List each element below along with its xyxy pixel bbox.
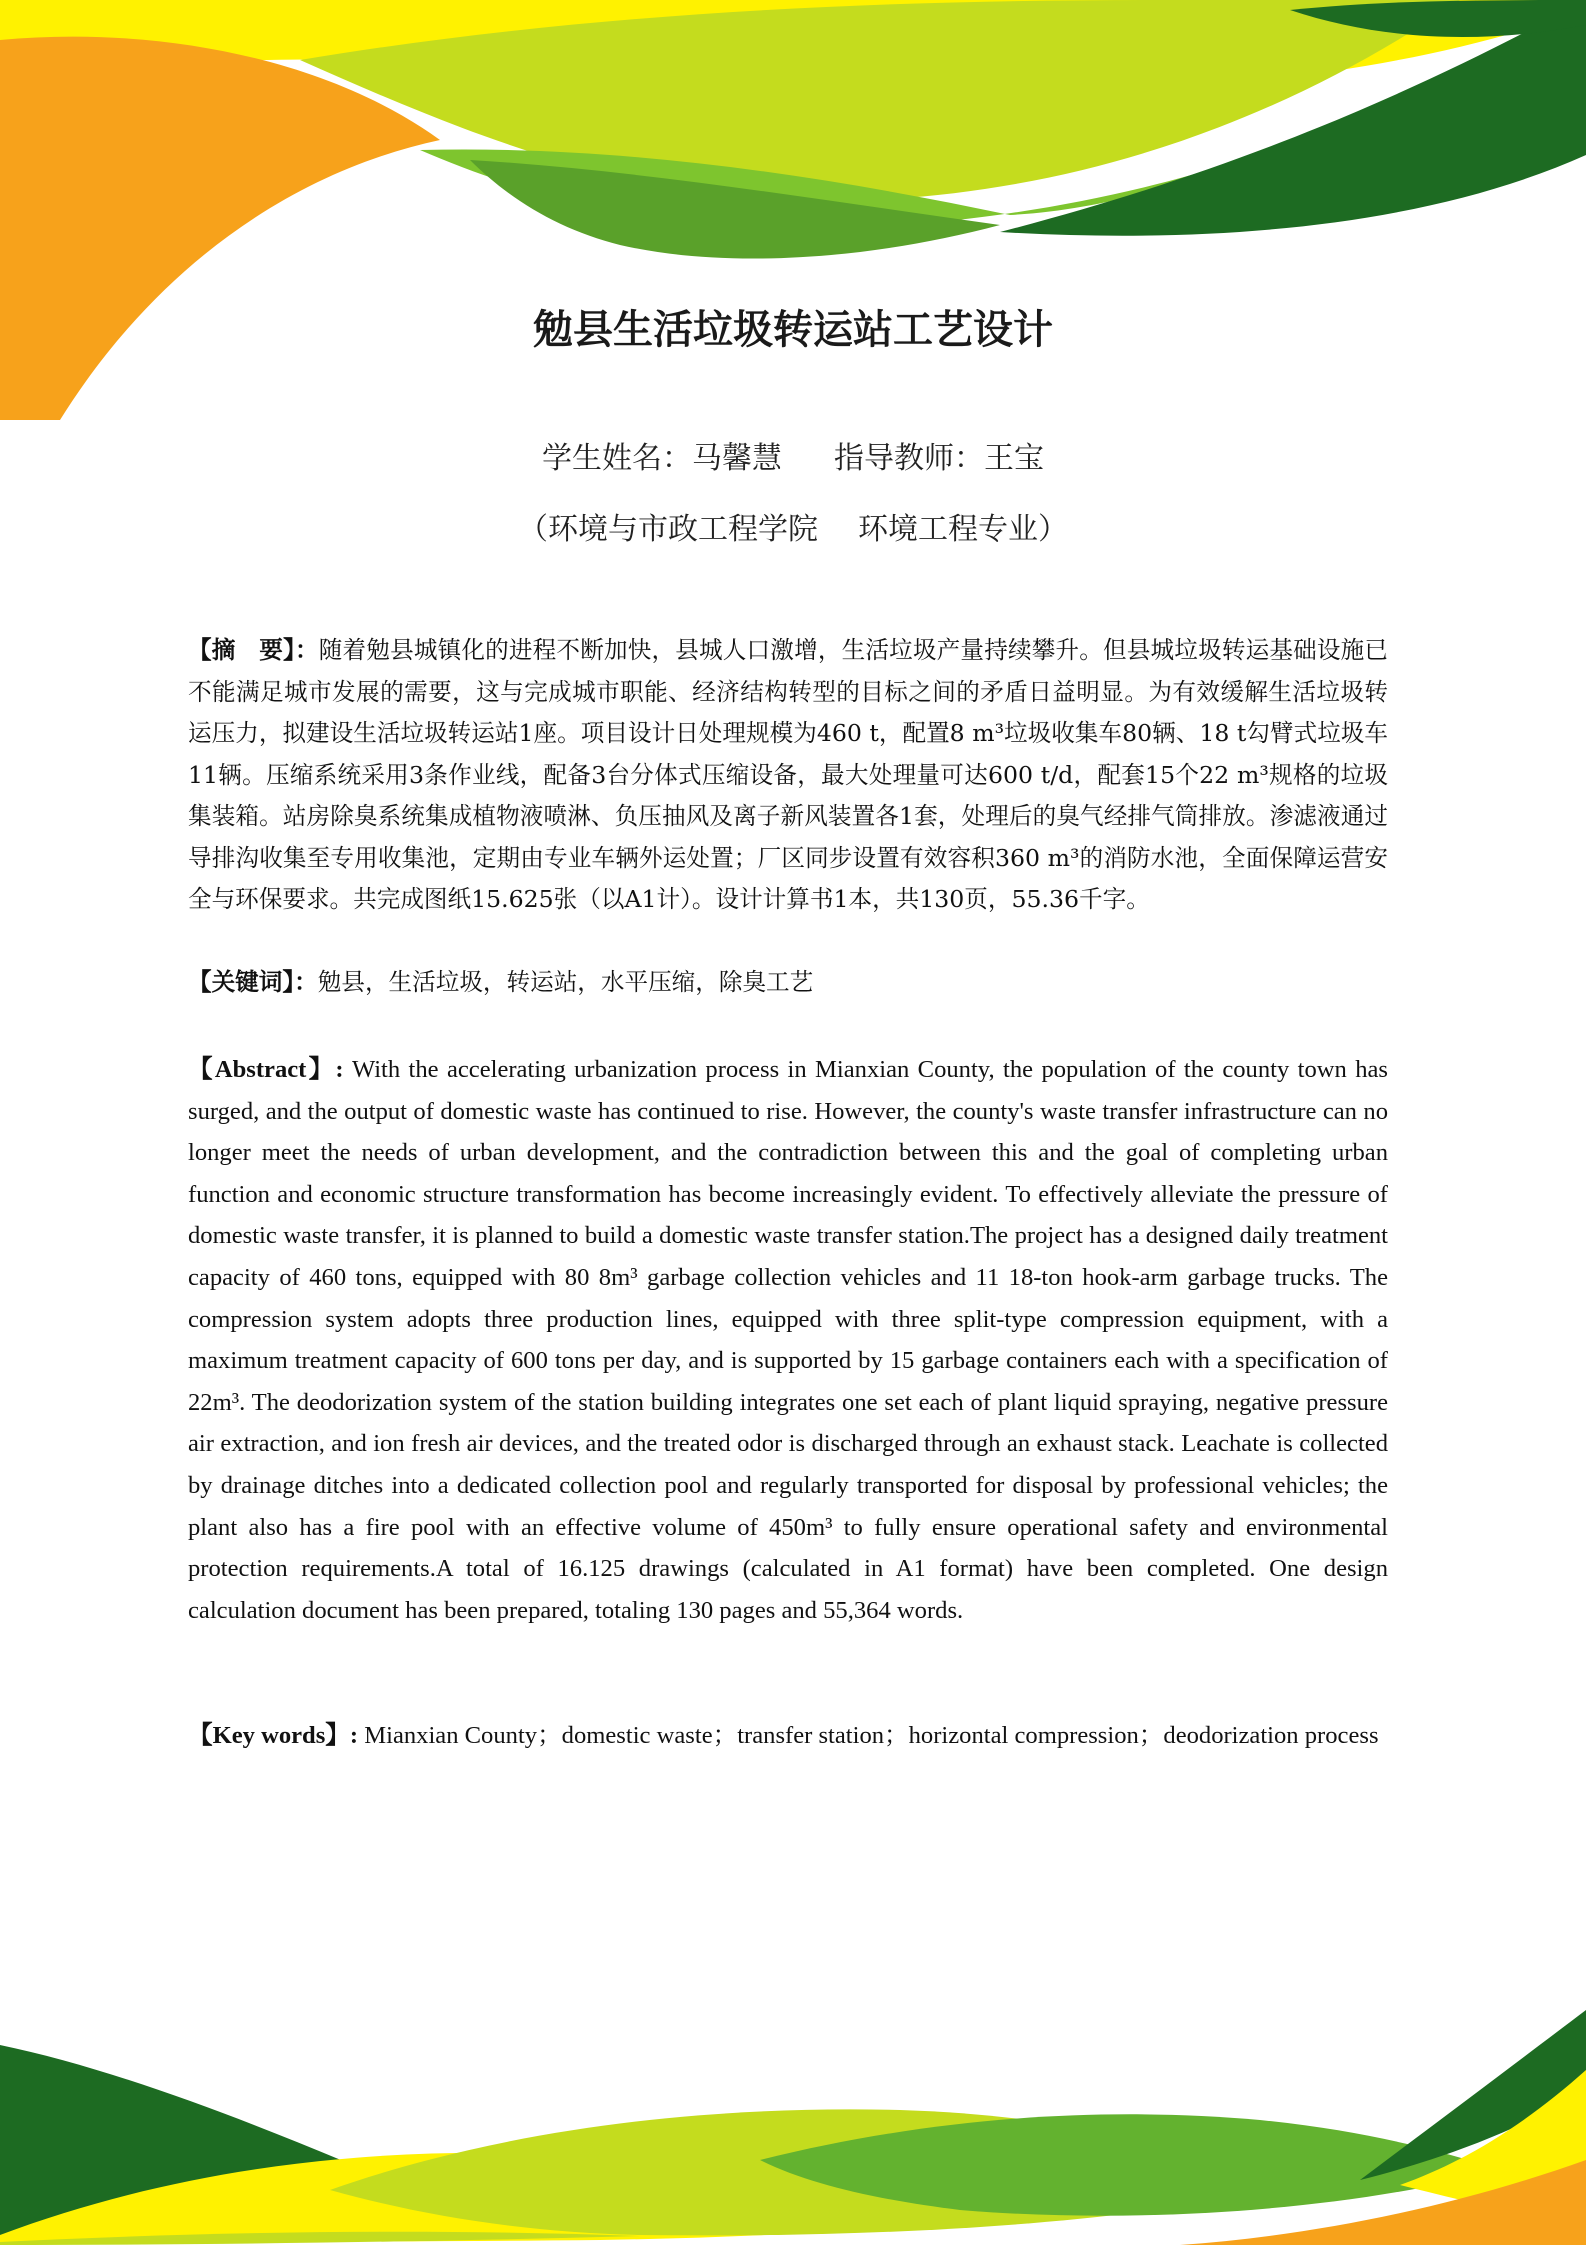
advisor-name: 指导教师：王宝 [834,441,1044,476]
affiliation-open-paren: （ [518,512,548,547]
student-name: 学生姓名：马馨慧 [542,441,782,476]
top-wave-decoration [0,0,1586,420]
affiliation-line [0,504,1586,548]
abstract-chinese [188,630,1388,921]
paper-title: 勉县生活垃圾转运站工艺设计 [533,307,1053,353]
keywords-chinese-sep: ： [294,968,318,996]
keywords-chinese-text: 勉县，生活垃圾，转运站，水平压缩，除臭工艺 [317,968,814,996]
keywords-chinese-label: 【关键词】 [188,968,295,996]
abstract-english-sep: : [335,1056,352,1083]
major-name: 环境工程专业 [858,512,1038,547]
keywords-chinese [188,962,1388,1004]
author-line [0,433,1586,477]
bottom-wave-decoration [0,2010,1586,2245]
affiliation-close-paren: ） [1038,512,1068,547]
keywords-english-label: 【Key words】 [188,1722,350,1749]
abstract-english-text: With the accelerating urbanization process in Mianxian County, the population of the county town has surged, and the output of domestic waste has continued to rise. However, the county's waste transfer infrastructure can no longer meet the needs of urban development, and the contradiction between this and the goal of completing urban function and economic structure transformation has become increasingly evident. To effectively alleviate the pressure of domestic waste transfer, it is planned to build a domestic waste transfer station.The project has a designed daily treatment capacity of 460 tons, equipped with 80 8m³ garbage collection vehicles and 11 18-ton hook-arm garbage trucks. The compression system adopts three production lines, equipped with three split-type compression equipment, with a maximum treatment capacity of 600 tons per day, and is supported by 15 garbage containers each with a specification of 22m³. The deodorization system of the station building integrates one set each of plant liquid spraying, negative pressure air extraction, and ion fresh air devices, and the treated odor is discharged through an exhaust stack. Leachate is collected by drainage ditches into a dedicated collection pool and regularly transported for disposal by professional vehicles; the plant also has a fire pool with an effective volume of 450m³ to fully ensure operational safety and environmental protection requirements.A total of 16.125 drawings (calculated in A1 format) have been completed. One design calculation document has been prepared, totaling 130 pages and 55,364 words. [188,1056,1388,1624]
keywords-english-sep: : [349,1722,365,1749]
abstract-english-label: 【Abstract】 [188,1056,336,1083]
keywords-english [188,1715,1388,1757]
abstract-chinese-sep: ： [295,636,319,664]
abstract-english [188,1049,1388,1631]
abstract-chinese-text: 随着勉县城镇化的进程不断加快，县城人口激增，生活垃圾产量持续攀升。但县城垃圾转运基础设施已不能满足城市发展的需要，这与完成城市职能、经济结构转型的目标之间的矛盾日益明显。为有效缓解生活垃圾转运压力，拟建设生活垃圾转运站1座。项目设计日处理规模为460 t，配置8 m³垃圾收集车80辆、18 t勾臂式垃圾车11辆。压缩系统采用3条作业线，配备3台分体式压缩设备，最大处理量可达600 t/d，配套15个22 m³规格的垃圾集装箱。站房除臭系统集成植物液喷淋、负压抽风及离子新风装置各1套，处理后的臭气经排气筒排放。渗滤液通过导排沟收集至专用收集池，定期由专业车辆外运处置；厂区同步设置有效容积360 m³的消防水池，全面保障运营安全与环保要求。共完成图纸15.625张（以A1计）。设计计算书1本，共130页，55.36千字。 [188,636,1389,913]
keywords-english-text: Mianxian County；domestic waste；transfer station；horizontal compression；deodorization process [364,1722,1379,1749]
abstract-chinese-label: 【摘 要】 [188,636,296,664]
college-name: 环境与市政工程学院 [548,512,818,547]
top-orange-wave [0,37,440,420]
